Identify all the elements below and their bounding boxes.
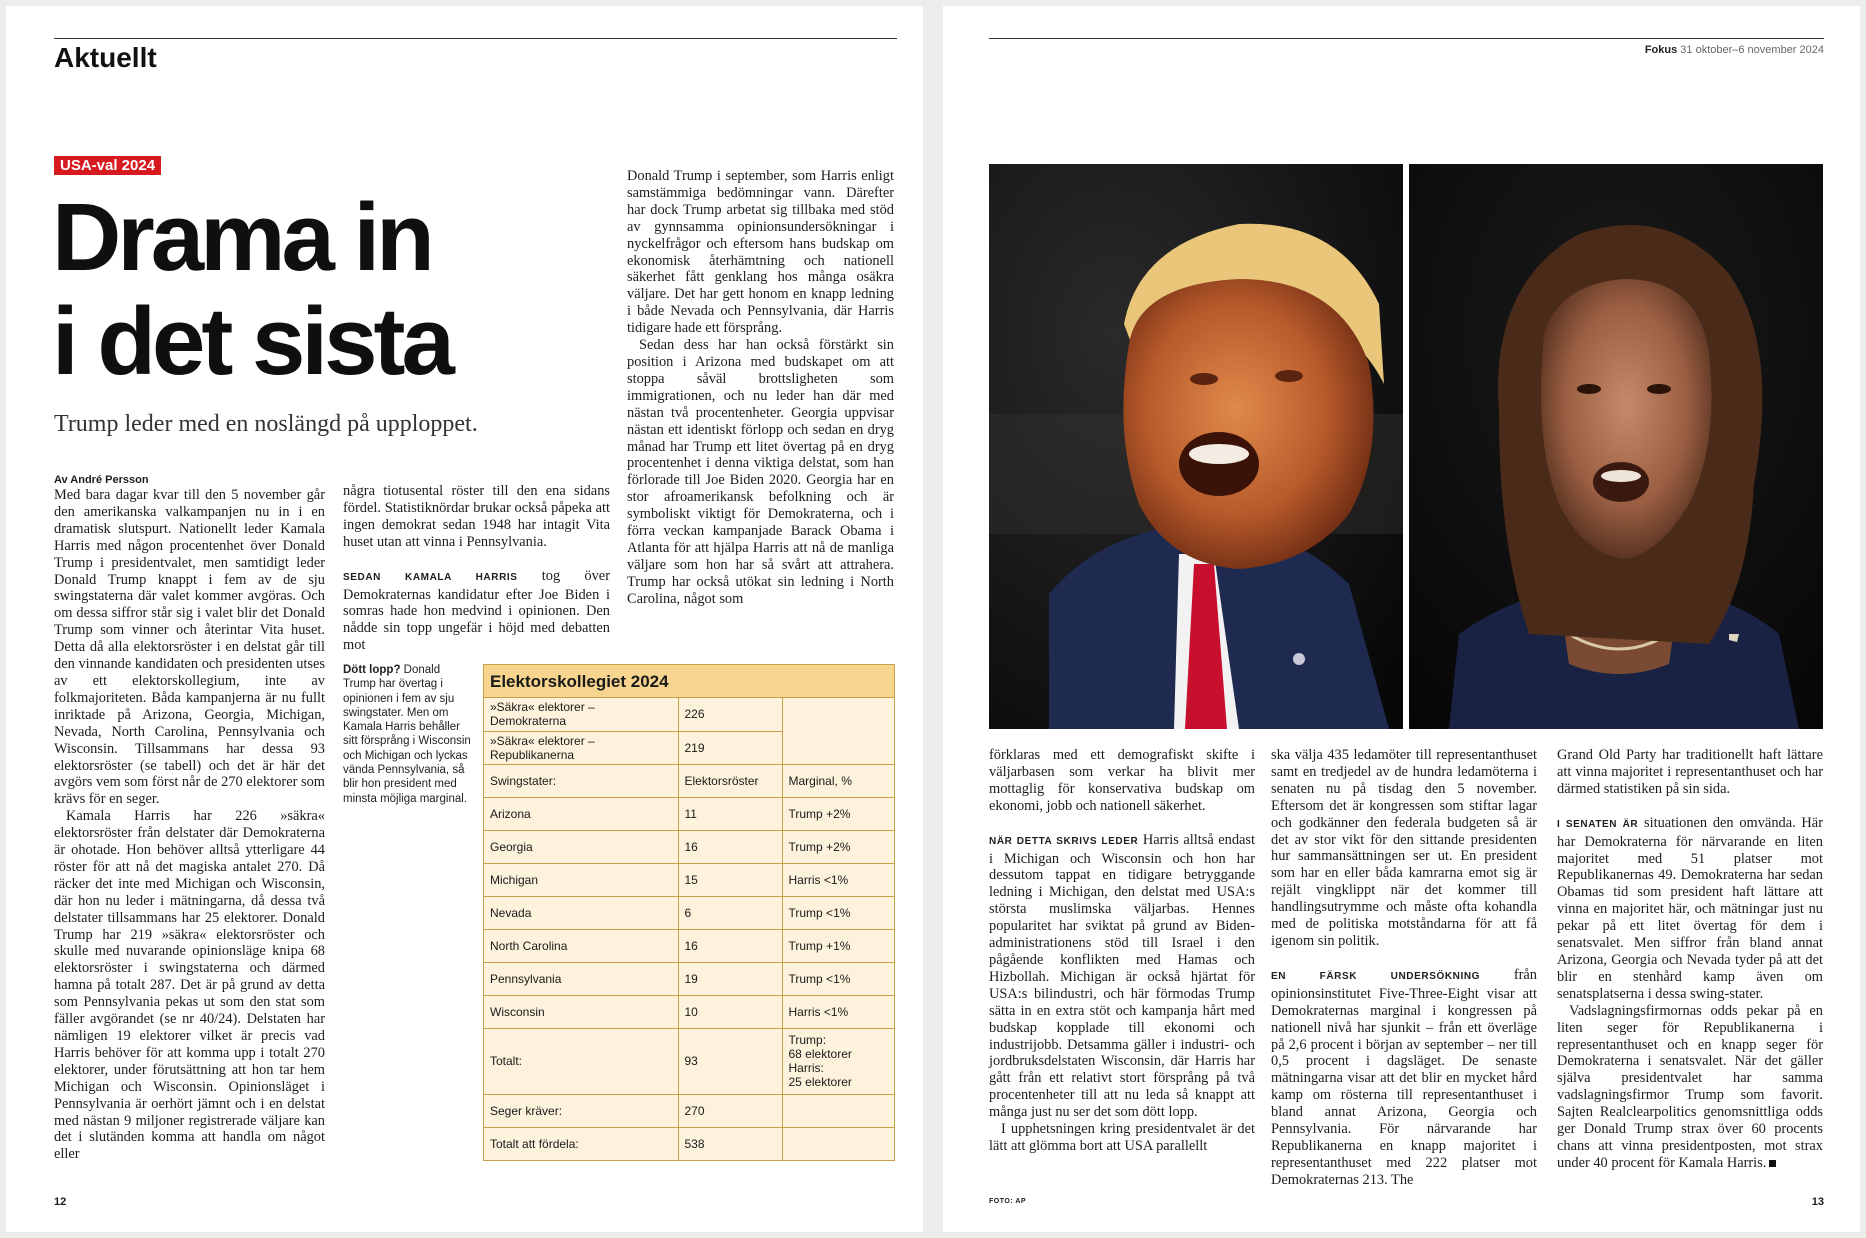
body-column-5 bbox=[1271, 747, 1537, 1189]
table-cell: 226 bbox=[678, 698, 782, 731]
headline-line-1: Drama in bbox=[52, 184, 431, 291]
page-number: 12 bbox=[54, 1196, 67, 1208]
body-paragraph bbox=[1271, 967, 1537, 1189]
column-header: Marginal, % bbox=[782, 764, 894, 797]
table-row bbox=[484, 995, 894, 1028]
body-paragraph: förklaras med ett demografiskt skifte i väljarbasen som verkar ha blivit mer mottaglig för konservativa budskap om ekonomi, jobb och nationell säkerhet. bbox=[989, 747, 1255, 814]
body-column-1 bbox=[54, 474, 325, 1163]
table-row bbox=[484, 1094, 894, 1127]
end-mark-icon bbox=[1769, 1160, 1776, 1167]
electoral-votes: 16 bbox=[678, 929, 782, 962]
electoral-votes: 16 bbox=[678, 830, 782, 863]
electoral-votes: 11 bbox=[678, 797, 782, 830]
paragraph-lead-in: SEDAN KAMALA HARRIS bbox=[343, 571, 518, 583]
caption-lead: Dött lopp? bbox=[343, 664, 401, 676]
total-value: 93 bbox=[678, 1028, 782, 1094]
table-row bbox=[484, 929, 894, 962]
paragraph-lead-in: NÄR DETTA SKRIVS LEDER bbox=[989, 835, 1139, 847]
win-label: Seger kräver: bbox=[484, 1094, 678, 1127]
body-paragraph: I upphetsningen kring presidentvalet är det lätt att glömma bort att USA parallellt bbox=[989, 1121, 1255, 1154]
margin: Trump +1% bbox=[782, 929, 894, 962]
body-column-4 bbox=[989, 747, 1255, 1155]
margin: Harris <1% bbox=[782, 863, 894, 896]
electoral-votes: 10 bbox=[678, 995, 782, 1028]
table-cell bbox=[782, 731, 894, 764]
body-column-3 bbox=[627, 168, 894, 608]
paragraph-lead-in: EN FÄRSK UNDERSÖKNING bbox=[1271, 970, 1481, 982]
top-rule bbox=[989, 38, 1824, 39]
table-row bbox=[484, 896, 894, 929]
paragraph-text: Vadslagningsfirmornas odds pekar på en liten seger för Republikanerna i representanthuset och en knapp seger för Demokraterna i senatsvalet. När det gäller själva presidentvalet har samma vadslagningsfirmor Trump som favorit. Sajten Realclearpolitics genomsnittliga odds ger Donald Trump strax över 60 procents chans att vinna presidentposten, mot strax under 40 procent för Kamala Harris. bbox=[1557, 1002, 1823, 1171]
table-total-row bbox=[484, 1028, 894, 1094]
body-paragraph: ska välja 435 ledamöter till representanthuset samt en tredjedel av de hundra ledamöterna i senaten nu på tisdag den 5 november. Eftersom det är kongressen som stiftar lagar och godkänner den federala budgeten så är det av stor vikt för den sittande presidenten hur sammansättningen ser ut. En president som har en eller båda kamrarna emot sig är rejält vingklippt när det kommer till handlingsutrymme och måste ofta kohandla med de politiska motståndarna för att få igenom sin politik. bbox=[1271, 747, 1537, 949]
standfirst: Trump leder med en noslängd på upploppet. bbox=[54, 411, 478, 437]
trump-portrait-image bbox=[989, 164, 1403, 729]
paragraph-lead-in: I SENATEN ÄR bbox=[1557, 818, 1639, 830]
headline-line-2: i det sista bbox=[52, 288, 451, 395]
table-cell bbox=[782, 1094, 894, 1127]
issue-dates: 31 oktober–6 november 2024 bbox=[1680, 44, 1824, 56]
column-header: Swingstater: bbox=[484, 764, 678, 797]
paragraph-text: situationen den omvända. Här har Demokraterna för närvarande en liten majoritet med 51 platser mot Republikanernas 49. Demokraterna har sedan Obamas tid som president haft lättare att vinna en majoritet här, och mätningar just nu pekar på ett litet övertag för dem i senatsvalet. Men siffror från bland annat Arizona, Georgia och Nevada tyder på att det blir en stenhård kamp även om senatsplatserna i dessa swing-stater. bbox=[1557, 814, 1823, 1002]
column-header: Elektorsröster bbox=[678, 764, 782, 797]
table-cell: 219 bbox=[678, 731, 782, 764]
electoral-college-table bbox=[483, 664, 895, 1161]
state-name: Georgia bbox=[484, 830, 678, 863]
body-paragraph bbox=[989, 832, 1255, 1121]
body-paragraph: Sedan dess har han också förstärkt sin position i Arizona med budskapet om att stoppa såväl brottsligheten som immigrationen, och nu leder han där med nästan två procentenheter. Georgia uppvisar nästan ett identiskt förlopp och sedan en dryg månad har Trump ett litet övertag på en dryg procentenhet i denna viktiga delstat, som han förlorade till Joe Biden 2020. Georgia har en stor afroamerikansk befolkning och är symboliskt viktigt för Demokraterna, och i förra veckan kampanjade Barack Obama i Atlanta för att hjälpa Harris att nå de manliga väljare som hon har så svårt att attrahera. Trump har också utökat sin ledning i North Carolina, något som bbox=[627, 337, 894, 607]
table-cell: »Säkra« elektorer – Republikanerna bbox=[484, 731, 678, 764]
headline bbox=[52, 186, 532, 394]
state-name: Michigan bbox=[484, 863, 678, 896]
harris-photo bbox=[1409, 164, 1823, 729]
margin: Harris <1% bbox=[782, 995, 894, 1028]
right-page bbox=[943, 6, 1860, 1232]
table-row bbox=[484, 863, 894, 896]
breakdown-line: 25 elektorer bbox=[788, 1075, 852, 1089]
trump-photo bbox=[989, 164, 1403, 729]
table-cell bbox=[782, 1127, 894, 1160]
state-name: Wisconsin bbox=[484, 995, 678, 1028]
byline: Av André Persson bbox=[54, 474, 149, 486]
margin: Trump +2% bbox=[782, 830, 894, 863]
state-name: North Carolina bbox=[484, 929, 678, 962]
table-cell: »Säkra« elektorer – Demokraterna bbox=[484, 698, 678, 731]
margin: Trump <1% bbox=[782, 962, 894, 995]
win-value: 270 bbox=[678, 1094, 782, 1127]
section-heading: Aktuellt bbox=[54, 42, 157, 73]
photo-caption bbox=[343, 663, 473, 806]
caption-text: Donald Trump har övertag i opinionen i fem av sju swingstater. Men om Kamala Harris behåller sitt försprång i Wisconsin och Michigan och lyckas vända Pennsylvania, så blir hon president med minsta möjliga marginal. bbox=[343, 664, 471, 805]
table-title: Elektorskollegiet 2024 bbox=[484, 665, 894, 698]
photo-credit: FOTO: AP bbox=[989, 1198, 1027, 1205]
page-number: 13 bbox=[1811, 1196, 1824, 1208]
body-paragraph: Grand Old Party har traditionellt haft lättare att vinna majoritet i representanthuset och har därmed statistiken på sin sida. bbox=[1557, 747, 1823, 797]
all-label: Totalt att fördela: bbox=[484, 1127, 678, 1160]
body-paragraph: några tiotusental röster till den ena sidans fördel. Statistiknördar brukar också påpeka att ingen demokrat sedan 1948 har intagit Vita huset utan att vinna i Pennsylvania. bbox=[343, 483, 610, 550]
body-paragraph: Donald Trump i september, som Harris enligt samstämmiga bedömningar vann. Därefter har dock Trump arbetat sig tillbaka med stöd av gynnsamma opinionsundersökningar i nyckelfrågor och eftersom hans budskap om ekonomisk återhämtning och nationell säkerhet fått genklang hos många osäkra väljare. Det har gett honom en knapp ledning i både Nevada och Pennsylvania, där Harris tidigare hade ett försprång. bbox=[627, 168, 894, 337]
state-name: Arizona bbox=[484, 797, 678, 830]
table-grid bbox=[484, 698, 894, 1160]
body-paragraph bbox=[1557, 815, 1823, 1003]
issue-folio bbox=[1645, 44, 1824, 56]
paragraph-text: Harris alltså endast i Michigan och Wisconsin och hon har dessutom tappat en tidigare betryggande ledning i Michigan, den delstat med USA:s största muslimska väljarbas. Hennes popularitet har sviktat på grund av Biden-administrationens stöd till Israel i den pågående konflikten med Hamas och Hizbollah. Michigan är också hjärtat för USA:s bilindustri, och här förmodas Trump sätta in en extra stöt och kampanja hårt med budskap kopplade till ekonomi och industrijobb. Detsamma gäller i industri- och jordbruksdelstaten Wisconsin, där Harris har gått från ett relativt stort försprång på två procentenheter till att nu leda så knappt att många just nu ser det som dött lopp. bbox=[989, 831, 1255, 1121]
table-row bbox=[484, 1127, 894, 1160]
paragraph-text: tog över Demokraternas kandidatur efter Joe Biden i somras hade hon medvind i opinionen. Den nådde sin topp ungefär i höjd med debatten mot bbox=[343, 567, 610, 654]
left-page bbox=[6, 6, 923, 1232]
table-row bbox=[484, 731, 894, 764]
electoral-votes: 15 bbox=[678, 863, 782, 896]
table-row bbox=[484, 797, 894, 830]
body-paragraph bbox=[1557, 1003, 1823, 1172]
electoral-votes: 6 bbox=[678, 896, 782, 929]
table-header-row bbox=[484, 764, 894, 797]
topic-kicker: USA-val 2024 bbox=[54, 156, 161, 175]
body-column-6 bbox=[1557, 747, 1823, 1172]
breakdown-line: Trump: bbox=[788, 1033, 827, 1047]
body-paragraph: Kamala Harris har 226 »säkra« elektorsröster från delstater där Demokraterna är ohotade. Hon behöver alltså ytterligare 44 röster för att nå det magiska antalet 270. Då räcker det inte med Michigan och Wisconsin, där hon nu leder i mätningarna, då dessa två delstater tillsammans har 25 elektorer. Donald Trump har 219 »säkra« elektorsröster och skulle med nuvarande opinionsläge knipa 68 elektorsröster i swingstaterna och därmed hamna på totalt 287. Det är på grund av detta som Pennsylvania pekas ut som den stat som fäller avgörandet (se nr 40/24). Delstaten har nämligen 19 elektorer vilket är precis vad Harris behöver för att komma upp i totalt 270 elektorer, under förutsättning att hon tar hem Michigan och Wisconsin. Opinionsläget i Pennsylvania är oerhört jämnt och i en delstat med nästan 9 miljoner registrerade väljare kan det i slutänden komma att handla om något eller bbox=[54, 808, 325, 1163]
margin: Trump <1% bbox=[782, 896, 894, 929]
body-paragraph bbox=[343, 568, 610, 655]
state-name: Nevada bbox=[484, 896, 678, 929]
table-row bbox=[484, 830, 894, 863]
breakdown-line: Harris: bbox=[788, 1061, 824, 1075]
magazine-name: Fokus bbox=[1644, 44, 1678, 56]
all-value: 538 bbox=[678, 1127, 782, 1160]
top-rule bbox=[54, 38, 897, 39]
table-cell bbox=[782, 698, 894, 731]
body-paragraph: Med bara dagar kvar till den 5 november går den amerikanska valkampanjen nu in i en dramatisk slutspurt. Nationellt leder Kamala Harris med någon procentenhet över Donald Trump i presidentvalet, men samtidigt leder Donald Trump knappt i fem av de sju swingstaterna där valet kommer avgöras. Och om dessa siffror står sig i valet blir det Donald Trump som vinner och återintar Vita huset. Detta då alla elektorsröster i en delstat går till den vinnande kandidaten och presidenten utses av ett elektorskollegium, inte av folkmajoriteten. Båda kampanjerna är nu fullt inriktade på Arizona, Georgia, Michigan, Nevada, North Carolina, Pennsylvania och Wisconsin. Tillsammans har dessa 93 elektorsröster (se tabell) och det är här det avgörs vem som först når de 270 elektorer som krävs för en seger. bbox=[54, 487, 325, 808]
total-label: Totalt: bbox=[484, 1028, 678, 1094]
body-column-2 bbox=[343, 483, 610, 654]
table-row bbox=[484, 698, 894, 731]
total-breakdown bbox=[782, 1028, 894, 1094]
margin: Trump +2% bbox=[782, 797, 894, 830]
harris-portrait-image bbox=[1409, 164, 1823, 729]
electoral-votes: 19 bbox=[678, 962, 782, 995]
breakdown-line: 68 elektorer bbox=[788, 1047, 852, 1061]
state-name: Pennsylvania bbox=[484, 962, 678, 995]
paragraph-text: från opinionsinstitutet Five-Three-Eight visar att Demokraternas marginal i kongressen på nationell nivå har sjunkit – från ett överläge på 2,6 procent i början av september – ner till 0,5 procent i dagsläget. De senaste mätningarna visar att det blir en mycket hård kamp om rösterna till representanthuset i bland annat Arizona, Georgia och Pennsylvania. För närvarande har Republikanerna en knapp majoritet i representanthuset med 222 platser mot Demokraternas 213. The bbox=[1271, 966, 1537, 1188]
table-row bbox=[484, 962, 894, 995]
